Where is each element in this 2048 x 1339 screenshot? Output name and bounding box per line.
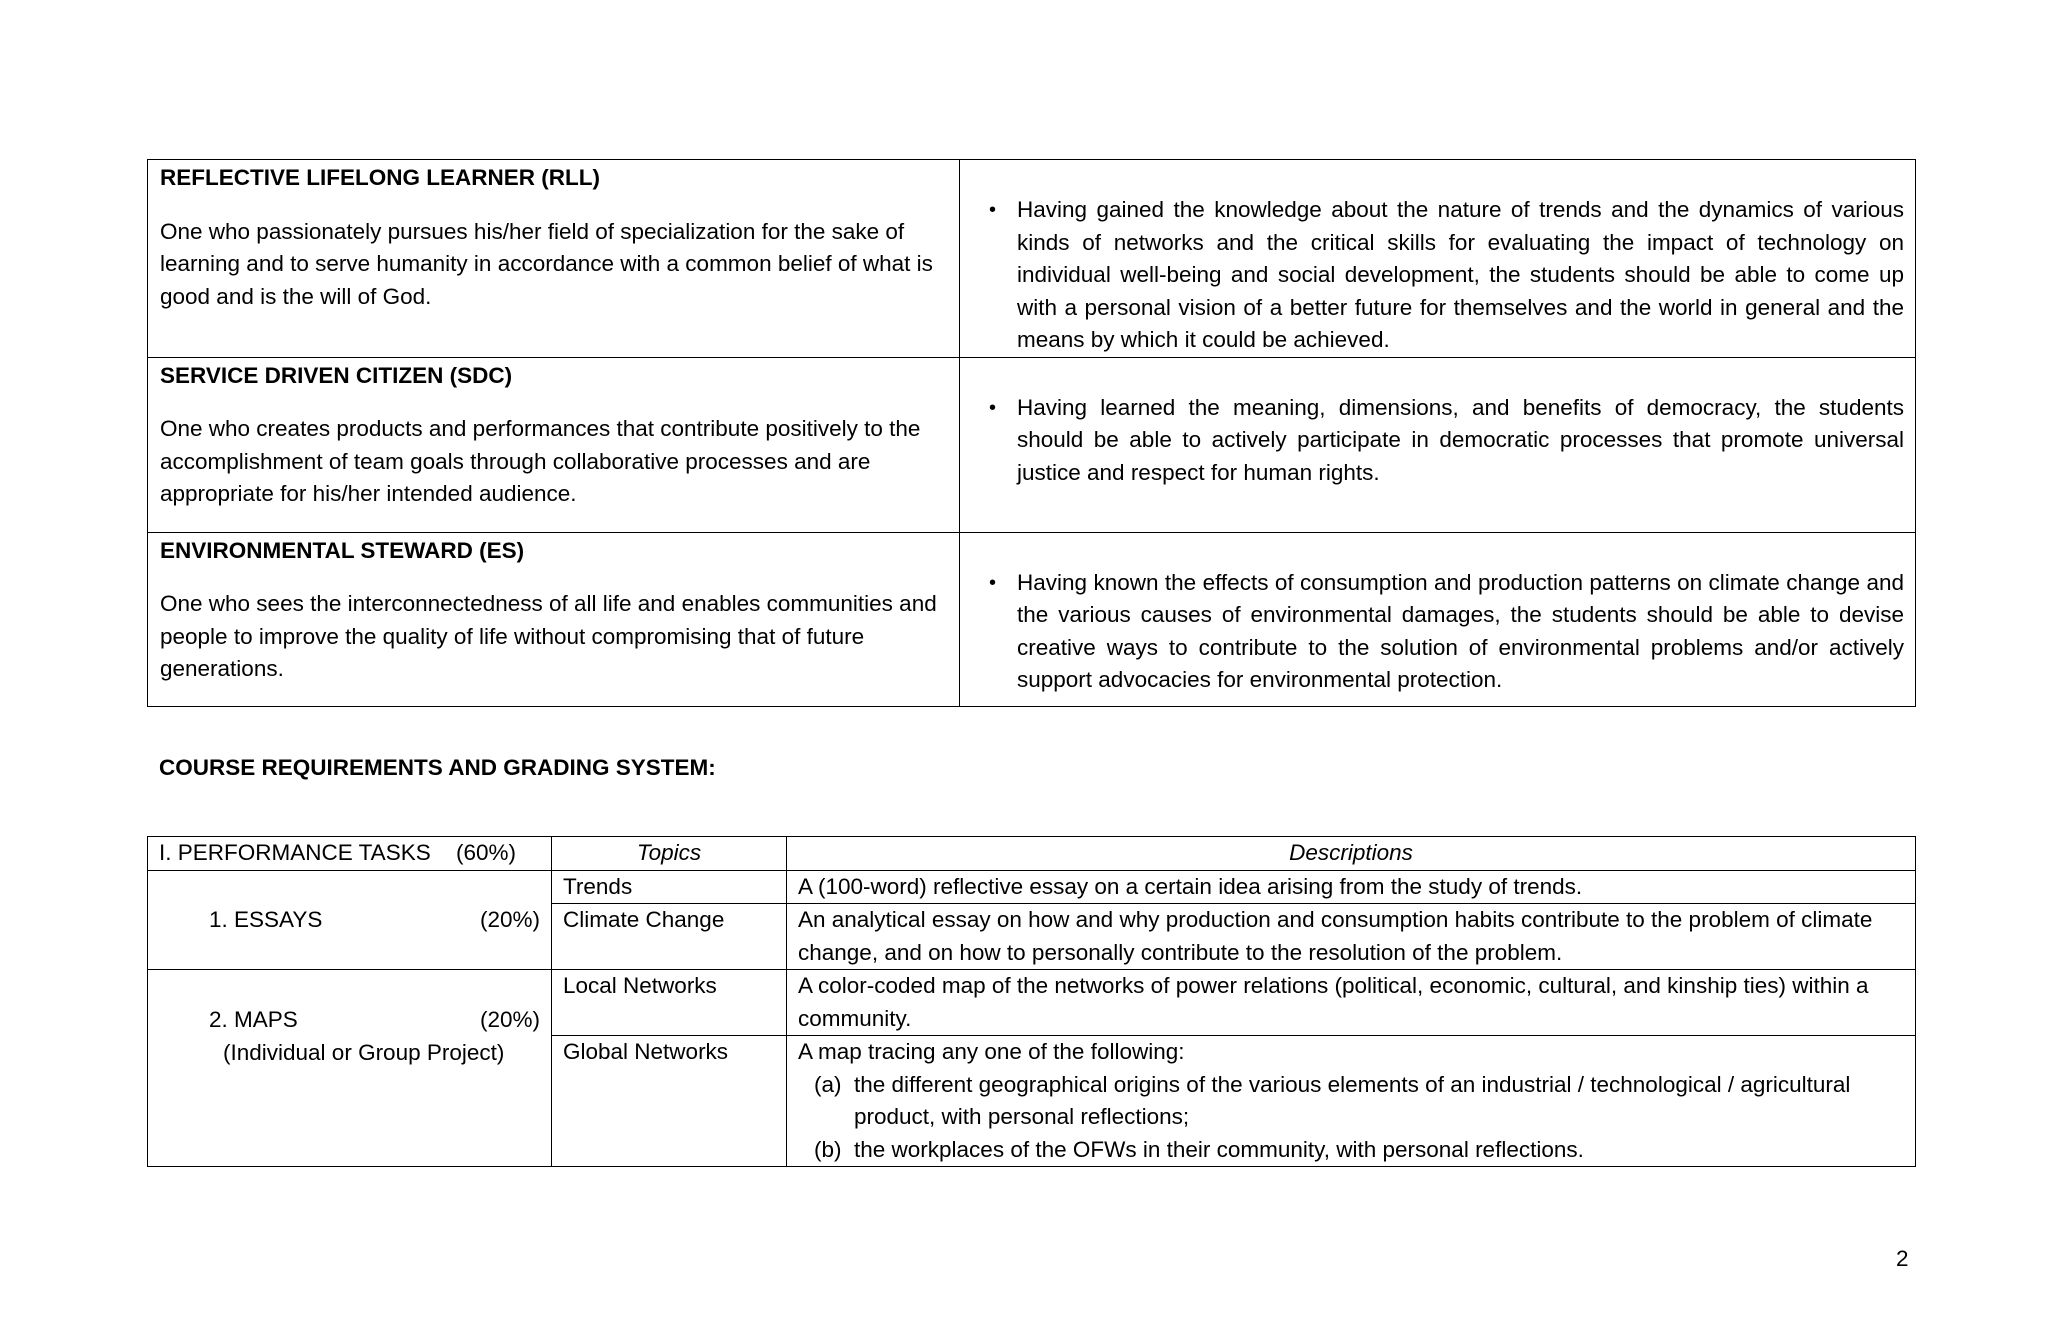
graduate-outcomes-table [147, 159, 1916, 707]
outcome-objective-cell [960, 357, 1916, 532]
bullet-icon: • [989, 396, 997, 419]
list-item [798, 1134, 1904, 1167]
topic-cell: Global Networks [552, 1036, 787, 1167]
description-cell: An analytical essay on how and why production and consumption habits contribute to the problem of climate change, and on how to personally contribute to the resolution of the problem. [787, 904, 1916, 970]
table-row [148, 970, 1916, 1036]
outcome-row-rll [148, 160, 1916, 358]
outcome-description: One who creates products and performances that contribute positively to the accomplishment of team goals through collaborative processes and are appropriate for his/her intended audience. [160, 416, 921, 506]
list-item [798, 1069, 1904, 1134]
objective-bullet-item [989, 567, 1904, 697]
outcome-description: One who passionately pursues his/her field of specialization for the sake of learning and to serve humanity in accordance with a common belief of what is good and is the will of God. [160, 218, 933, 309]
maps-percent: (20%) [479, 1007, 540, 1032]
topic-cell: Local Networks [552, 970, 787, 1036]
description-cell [787, 1036, 1916, 1167]
course-requirements-table [147, 836, 1916, 1167]
essays-percent: (20%) [479, 906, 540, 932]
description-cell: A color-coded map of the networks of power relations (political, economic, cultural, and kinship ties) within a community. [787, 970, 1916, 1036]
table-row [148, 870, 1916, 904]
global-networks-intro: A map tracing any one of the following: [798, 1039, 1185, 1064]
essays-label: 1. ESSAYS [209, 906, 323, 932]
objective-text: Having learned the meaning, dimensions, and benefits of democracy, the students should be able to actively participate in democratic processes that promote universal justice and respect for human rights. [1017, 394, 1904, 485]
maps-project-type: (Individual or Group Project) [223, 1039, 505, 1065]
performance-tasks-label: I. PERFORMANCE TASKS [159, 840, 431, 865]
section-heading: COURSE REQUIREMENTS AND GRADING SYSTEM: [159, 755, 716, 780]
outcome-title: ENVIRONMENTAL STEWARD (ES) [160, 537, 525, 563]
outcome-cell [148, 160, 960, 358]
outcome-title: SERVICE DRIVEN CITIZEN (SDC) [160, 362, 513, 388]
bullet-icon: • [989, 199, 997, 221]
list-item-text: the workplaces of the OFWs in their community, with personal reflections. [854, 1136, 1584, 1162]
outcome-description: One who sees the interconnectedness of all life and enables communities and people to improve the quality of life without compromising that of future generations. [160, 591, 937, 681]
outcome-row-es [148, 532, 1916, 706]
list-marker: (a) [814, 1071, 842, 1097]
topic-cell: Climate Change [552, 904, 787, 970]
essays-group-cell [148, 870, 552, 970]
description-cell: A (100-word) reflective essay on a certain idea arising from the study of trends. [787, 870, 1916, 904]
outcome-row-sdc [148, 357, 1916, 532]
requirements-header-row [148, 837, 1916, 871]
objective-bullet-item [989, 392, 1904, 490]
outcome-cell [148, 357, 960, 532]
outcome-objective-cell [960, 160, 1916, 358]
topics-header: Topics [552, 837, 787, 871]
maps-group-cell [148, 970, 552, 1167]
descriptions-header: Descriptions [787, 837, 1916, 871]
list-marker: (b) [814, 1136, 842, 1162]
outcome-cell [148, 532, 960, 706]
list-item-text: the different geographical origins of the various elements of an industrial / technological / agricultural product, with personal reflections; [854, 1071, 1851, 1129]
page-number: 2 [1896, 1246, 1909, 1271]
objective-bullet-item [989, 194, 1904, 357]
bullet-icon: • [989, 571, 997, 594]
maps-label: 2. MAPS [209, 1007, 298, 1032]
topic-cell: Trends [552, 870, 787, 904]
outcome-title: REFLECTIVE LIFELONG LEARNER (RLL) [160, 165, 600, 190]
objective-text: Having known the effects of consumption and production patterns on climate change and the various causes of environmental damages, the students should be able to devise creative ways to contribute to the solution of environmental problems and/or actively support advocacies for environmental protection. [1017, 569, 1904, 692]
objective-text: Having gained the knowledge about the nature of trends and the dynamics of various kinds of networks and the critical skills for evaluating the impact of technology on individual well-being and social development, the students should be able to come up with a personal vision of a better future for themselves and the world in general and the means by which it could be achieved. [1017, 197, 1904, 352]
performance-tasks-header [148, 837, 552, 871]
outcome-objective-cell [960, 532, 1916, 706]
performance-tasks-percent: (60%) [455, 840, 516, 865]
